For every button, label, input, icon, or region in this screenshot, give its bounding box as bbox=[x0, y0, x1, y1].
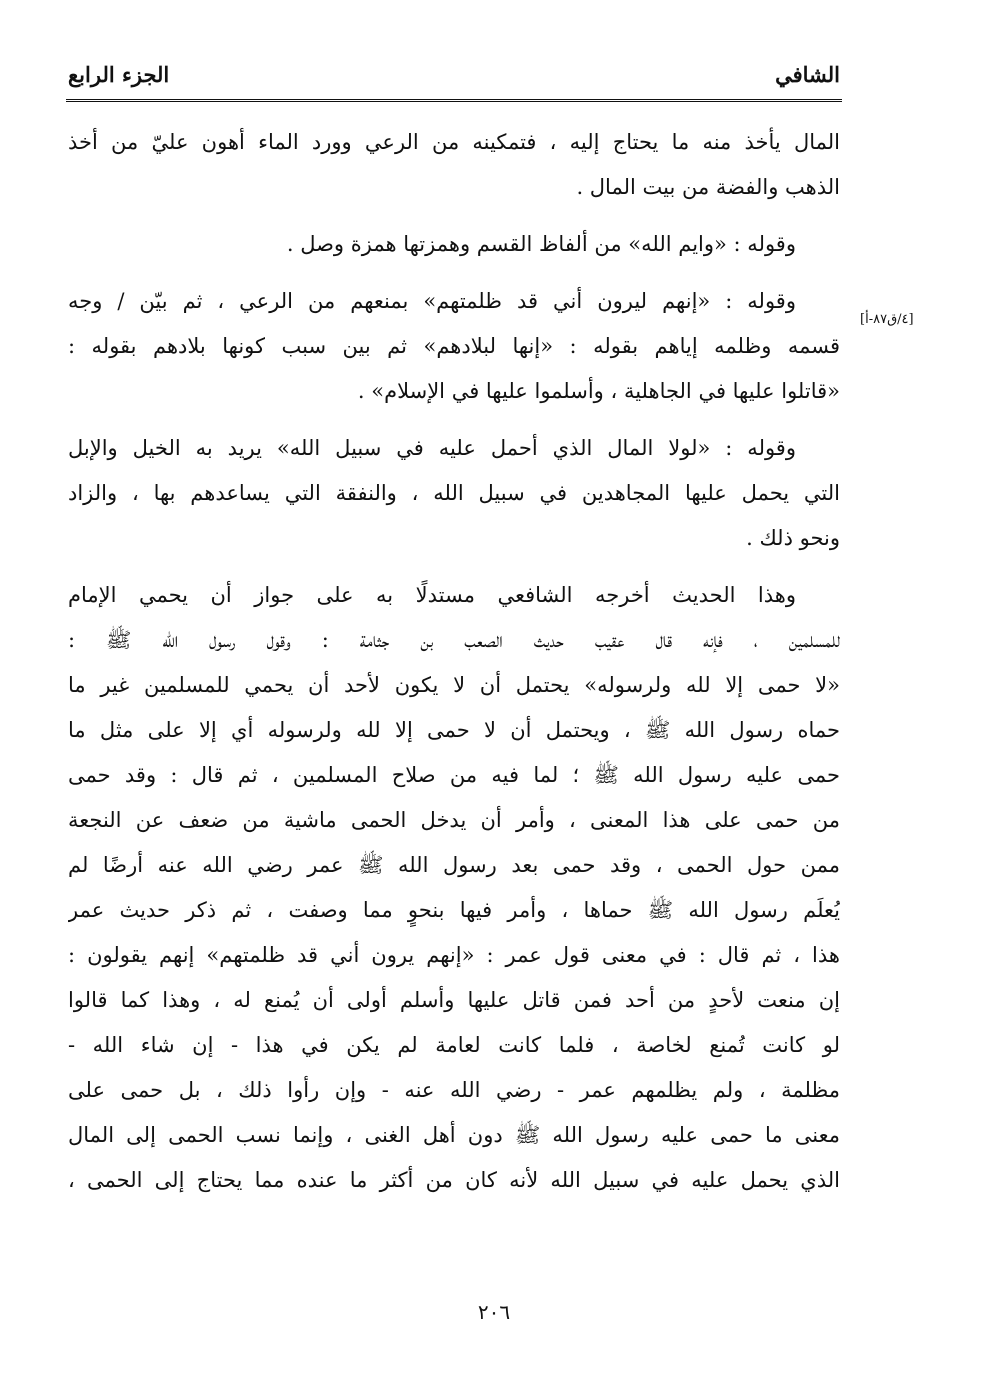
text-line: مظلمة ، ولم يظلمهم عمر - رضي الله عنه - وإن رأوا ذلك ، بل حمى على bbox=[68, 1078, 840, 1102]
paragraph-gap bbox=[68, 267, 840, 279]
text-line: المال يأخذ منه ما يحتاج إليه ، فتمكينه من الرعي وورد الماء أهون عليّ من أخذ bbox=[68, 130, 840, 154]
body-text bbox=[68, 120, 840, 1203]
text-line: إن منعت لأحدٍ من أحد فمن قاتل عليها وأسلم أولى أن يُمنع له ، وهذا كما قالوا bbox=[68, 988, 840, 1012]
text-line: حمى عليه رسول الله ﷺ ؛ لما فيه من صلاح المسلمين ، ثم قال : وقد حمى bbox=[68, 763, 840, 787]
header-rule bbox=[66, 99, 842, 102]
text-line: ونحو ذلك . bbox=[746, 526, 840, 550]
text-line: معنى ما حمى عليه رسول الله ﷺ دون أهل الغنى ، وإنما نسب الحمى إلى المال bbox=[68, 1123, 840, 1147]
text-line: هذا ، ثم قال : في معنى قول عمر : «إنهم يرون أني قد ظلمتهم» إنهم يقولون : bbox=[68, 943, 840, 967]
text-line: ممن حول الحمى ، وقد حمى بعد رسول الله ﷺ عمر رضي الله عنه أرضًا لم bbox=[68, 853, 840, 877]
book-title: الشافي bbox=[775, 62, 840, 87]
text-line: وقوله : «وايم الله» من ألفاظ القسم وهمزتها همزة وصل . bbox=[286, 232, 796, 256]
page-header bbox=[68, 52, 840, 96]
paragraph-gap bbox=[68, 210, 840, 222]
text-line: «لا حمى إلا لله ولرسوله» يحتمل أن لا يكون لأحد أن يحمي للمسلمين غير ما bbox=[68, 673, 840, 697]
page-number: ٢٠٦ bbox=[477, 1300, 511, 1324]
text-line: يُعلَم رسول الله ﷺ حماها ، وأمر فيها بنحوٍ مما وصفت ، ثم ذكر حديث عمر bbox=[68, 898, 840, 922]
text-line: وقوله : «لولا المال الذي أحمل عليه في سبيل الله» يريد به الخيل والإبل bbox=[68, 436, 796, 460]
text-line: «قاتلوا عليها في الجاهلية ، وأسلموا عليها في الإسلام» . bbox=[357, 379, 840, 403]
text-line: حماه رسول الله ﷺ ، ويحتمل أن لا حمى إلا لله ولرسوله أي إلا على مثل ما bbox=[68, 718, 840, 742]
text-line: وهذا الحديث أخرجه الشافعي مستدلًا به على جواز أن يحمي الإمام bbox=[68, 583, 796, 607]
text-line: التي يحمل عليها المجاهدين في سبيل الله ، والنفقة التي يساعدهم بها ، والزاد bbox=[68, 481, 840, 505]
text-line: وقوله : «إنهم ليرون أني قد ظلمتهم» بمنعهم من الرعي ، ثم بيّن / وجه bbox=[68, 289, 796, 313]
volume-label: الجزء الرابع bbox=[68, 62, 170, 87]
text-line: الذي يحمل عليه في سبيل الله لأنه كان من أكثر ما عنده مما يحتاج إلى الحمى ، bbox=[68, 1168, 840, 1192]
text-line: للمسلمين ، فإنه قال عقيب حديث الصعب بن جثامة : وقول رسول الله ﷺ : bbox=[68, 628, 840, 652]
paragraph-gap bbox=[68, 561, 840, 573]
text-line: قسمه وظلمه إياهم بقوله : «إنها لبلادهم» ثم بين سبب كونها بلادهم بقوله : bbox=[68, 334, 840, 358]
text-line: الذهب والفضة من بيت المال . bbox=[576, 175, 840, 199]
paragraph-gap bbox=[68, 414, 840, 426]
manuscript-folio-note: [٤/ق٨٧-أ] bbox=[860, 312, 914, 327]
text-line: من حمى على هذا المعنى ، وأمر أن يدخل الحمى ماشية من ضعف عن النجعة bbox=[68, 808, 840, 832]
text-line: لو كانت تُمنع لخاصة ، فلما كانت لعامة لم يكن في هذا - إن شاء الله - bbox=[68, 1033, 840, 1057]
